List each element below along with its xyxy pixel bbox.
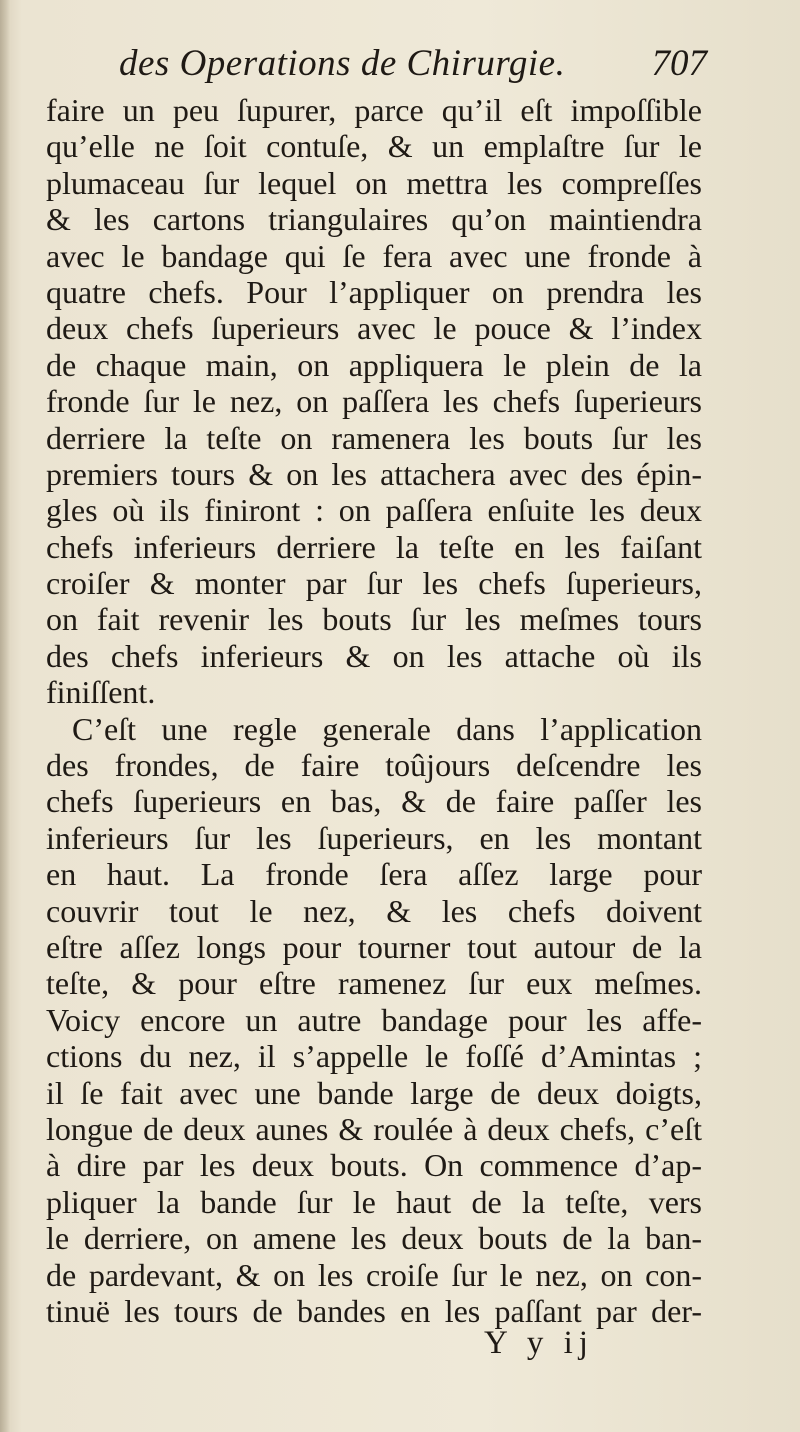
text-line: le derriere, on amene les deux bouts de la ban- <box>46 1220 702 1257</box>
text-line: on fait revenir les bouts ſur les meſmes tours <box>46 601 702 638</box>
text-line: longue de deux aunes & roulée à deux chefs, c’eſt <box>46 1110 702 1147</box>
page-gutter-shadow <box>0 0 10 1432</box>
text-line: couvrir tout le nez, & les chefs doivent <box>46 892 702 929</box>
text-line: inferieurs ſur les ſuperieurs, en les montant <box>46 819 702 856</box>
text-line: finiſſent. <box>46 674 156 711</box>
text-line: gles où ils finiront : on paſſera enſuite les deux <box>46 492 702 529</box>
text-line: des chefs inferieurs & on les attache où ils <box>46 637 702 674</box>
text-line: chefs ſuperieurs en bas, & de faire paſſer les <box>46 783 702 820</box>
text-line: quatre chefs. Pour l’appliquer on prendra les <box>46 273 702 310</box>
text-line: de chaque main, on appliquera le plein de la <box>46 346 702 383</box>
body-text <box>46 92 702 1329</box>
text-line: faire un peu ſupurer, parce qu’il eſt impoſſible <box>46 92 702 128</box>
text-line: qu’elle ne ſoit contuſe, & un emplaſtre ſur le <box>46 128 702 165</box>
page-number: 707 <box>651 43 707 84</box>
text-line: teſte, & pour eſtre ramenez ſur eux meſmes. <box>46 965 702 1002</box>
running-head: des Operations de Chirurgie. <box>119 43 566 84</box>
text-line: avec le bandage qui ſe fera avec une fronde à <box>46 237 702 274</box>
text-line: chefs inferieurs derriere la teſte en les faiſant <box>46 528 702 565</box>
text-line: & les cartons triangulaires qu’on maintiendra <box>46 201 702 238</box>
signature-mark: Y y ij <box>484 1325 594 1361</box>
text-line-paragraph-start: C’eſt une regle generale dans l’application <box>72 710 702 747</box>
text-line: eſtre aſſez longs pour tourner tout autour de la <box>46 928 702 965</box>
text-line: de pardevant, & on les croiſe ſur le nez, on con- <box>46 1256 702 1293</box>
text-line: il ſe fait avec une bande large de deux doigts, <box>46 1074 702 1111</box>
page-header <box>115 42 715 92</box>
text-line: pliquer la bande ſur le haut de la teſte, vers <box>46 1183 702 1220</box>
text-line: en haut. La fronde ſera aſſez large pour <box>46 856 702 893</box>
text-line: deux chefs ſuperieurs avec le pouce & l’index <box>46 310 702 347</box>
text-line: derriere la teſte on ramenera les bouts ſur les <box>46 419 702 456</box>
text-line: des frondes, de faire toûjours deſcendre les <box>46 747 702 784</box>
text-line: fronde ſur le nez, on paſſera les chefs ſuperieurs <box>46 383 702 420</box>
text-line: plumaceau ſur lequel on mettra les compreſſes <box>46 164 702 201</box>
text-line: croiſer & monter par ſur les chefs ſuperieurs, <box>46 565 702 602</box>
text-line: tinuë les tours de bandes en les paſſant par der- <box>46 1292 702 1329</box>
text-line: ctions du nez, il s’appelle le foſſé d’Amintas ; <box>46 1038 702 1075</box>
text-line: premiers tours & on les attachera avec des épin- <box>46 455 702 492</box>
text-line: à dire par les deux bouts. On commence d’ap- <box>46 1147 702 1184</box>
text-line: Voicy encore un autre bandage pour les affe- <box>46 1001 702 1038</box>
